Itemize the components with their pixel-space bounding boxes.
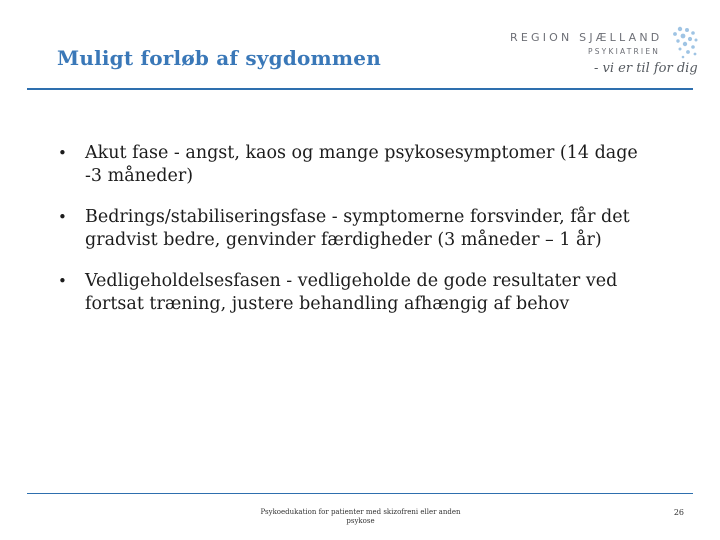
bullet-text: Bedrings/stabiliseringsfase - symptomerne forsvinder, får det gradvist bedre, genvinder færdigheder (3 måneder – 1 år) <box>85 207 630 250</box>
bullet-item <box>56 270 656 316</box>
logo-main-text: REGION SJÆLLAND <box>510 31 663 44</box>
logo-dots-icon <box>666 26 698 60</box>
bullet-text: Vedligeholdelsesfasen - vedligeholde de gode resultater ved fortsat træning, justere behandling afhængig af behov <box>85 271 618 314</box>
bullet-text: Akut fase - angst, kaos og mange psykosesymptomer (14 dage -3 måneder) <box>85 143 638 186</box>
footer-divider <box>27 493 693 494</box>
title-divider <box>27 88 693 90</box>
logo-sub-text: PSYKIATRIEN <box>588 47 661 56</box>
footer-text: Psykoedukation for patienter med skizofreni eller anden psykose <box>260 508 461 525</box>
bullet-list <box>56 142 656 334</box>
bullet-marker: • <box>58 208 67 226</box>
bullet-marker: • <box>58 144 67 162</box>
slide-title: Muligt forløb af sygdommen <box>57 46 381 70</box>
logo-tagline: - vi er til for dig <box>594 61 698 76</box>
bullet-item <box>56 206 656 252</box>
bullet-marker: • <box>58 272 67 290</box>
page-number: 26 <box>673 508 684 517</box>
bullet-item <box>56 142 656 188</box>
region-logo <box>508 26 698 90</box>
